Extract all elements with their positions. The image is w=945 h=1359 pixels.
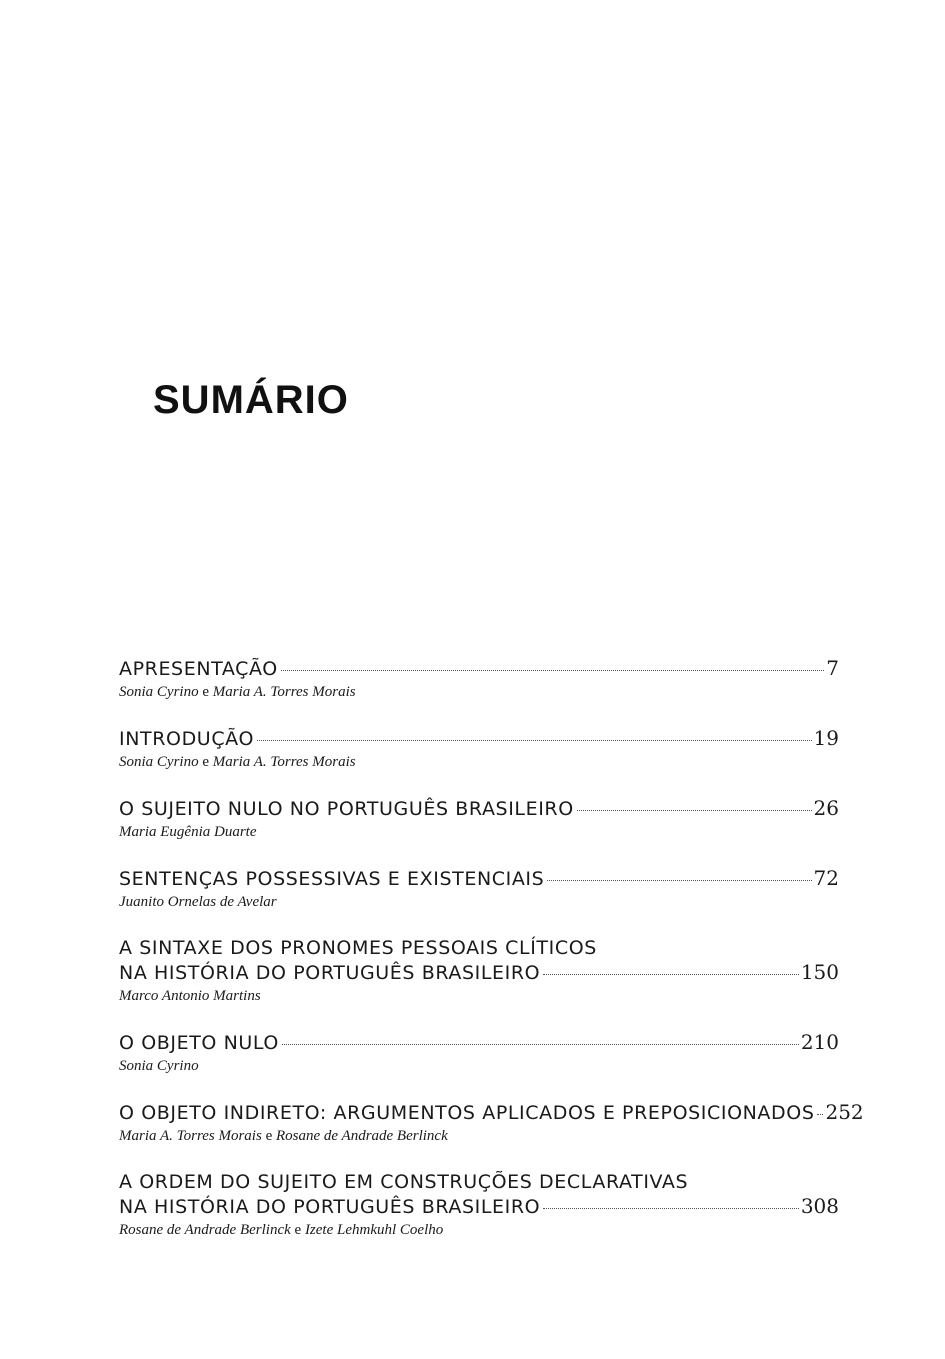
author-name: Sonia Cyrino xyxy=(119,754,199,770)
toc-title-line xyxy=(119,866,839,891)
toc-entry-title: A ORDEM DO SUJEITO EM CONSTRUÇÕES DECLARATIVAS xyxy=(119,1171,689,1193)
toc-entry-title: O OBJETO NULO xyxy=(119,1032,279,1054)
toc-title-line xyxy=(119,1194,839,1219)
toc-authors xyxy=(119,891,839,913)
toc-entry xyxy=(119,936,839,1007)
dot-leader xyxy=(281,670,824,671)
toc-page-number: 252 xyxy=(825,1100,864,1124)
author-name: Maria Eugênia Duarte xyxy=(119,824,257,840)
dot-leader xyxy=(543,974,799,975)
toc-authors xyxy=(119,681,839,703)
author-conjunction: e xyxy=(202,754,210,770)
toc-entry-title: NA HISTÓRIA DO PORTUGUÊS BRASILEIRO xyxy=(119,962,541,984)
toc-entry-title: SENTENÇAS POSSESSIVAS E EXISTENCIAIS xyxy=(119,868,545,890)
toc-title-line xyxy=(119,1100,864,1125)
author-name: Izete Lehmkuhl Coelho xyxy=(304,1222,444,1238)
dot-leader xyxy=(817,1114,823,1115)
dot-leader xyxy=(547,880,811,881)
table-of-contents xyxy=(119,656,864,1264)
toc-authors xyxy=(119,1055,839,1077)
toc-authors xyxy=(119,1219,839,1241)
toc-page-number: 150 xyxy=(800,960,839,984)
toc-authors xyxy=(119,1125,839,1147)
toc-title-line xyxy=(119,656,839,681)
author-conjunction: e xyxy=(202,684,210,700)
toc-entry xyxy=(119,1030,839,1077)
toc-entry xyxy=(119,866,839,913)
toc-entry xyxy=(119,656,839,703)
dot-leader xyxy=(257,740,812,741)
author-name: Maria A. Torres Morais xyxy=(212,684,356,700)
toc-entry-title: O OBJETO INDIRETO: ARGUMENTOS APLICADOS E PREPOSICIONADOS xyxy=(119,1102,815,1124)
toc-entry-title: A SINTAXE DOS PRONOMES PESSOAIS CLÍTICOS xyxy=(119,937,597,959)
toc-title-line xyxy=(119,1170,839,1194)
toc-entry-title: APRESENTAÇÃO xyxy=(119,658,278,680)
dot-leader xyxy=(282,1044,799,1045)
toc-entry xyxy=(119,726,839,773)
toc-entry-title: NA HISTÓRIA DO PORTUGUÊS BRASILEIRO xyxy=(119,1196,541,1218)
author-conjunction: e xyxy=(265,1128,273,1144)
author-name: Juanito Ornelas de Avelar xyxy=(119,894,277,910)
toc-entry xyxy=(119,1170,839,1241)
toc-authors xyxy=(119,821,839,843)
author-name: Rosane de Andrade Berlinck xyxy=(275,1128,448,1144)
toc-page-number: 72 xyxy=(813,866,839,890)
toc-entry xyxy=(119,796,839,843)
toc-title-line xyxy=(119,1030,839,1055)
toc-page-number: 308 xyxy=(800,1194,839,1218)
toc-entry-title: INTRODUÇÃO xyxy=(119,728,255,750)
page-title: SUMÁRIO xyxy=(153,378,349,422)
toc-authors xyxy=(119,985,839,1007)
toc-title-line xyxy=(119,960,839,985)
toc-entry xyxy=(119,1100,864,1147)
author-name: Sonia Cyrino xyxy=(119,1058,199,1074)
toc-authors xyxy=(119,751,839,773)
author-conjunction: e xyxy=(294,1222,302,1238)
toc-page-number: 7 xyxy=(826,656,839,680)
toc-page-number: 210 xyxy=(800,1030,839,1054)
author-name: Maria A. Torres Morais xyxy=(212,754,356,770)
dot-leader xyxy=(577,810,812,811)
dot-leader xyxy=(543,1208,799,1209)
toc-title-line xyxy=(119,726,839,751)
author-name: Rosane de Andrade Berlinck xyxy=(119,1222,291,1238)
author-name: Maria A. Torres Morais xyxy=(119,1128,262,1144)
toc-page-number: 26 xyxy=(813,796,839,820)
toc-page-number: 19 xyxy=(813,726,839,750)
author-name: Sonia Cyrino xyxy=(119,684,199,700)
toc-entry-title: O SUJEITO NULO NO PORTUGUÊS BRASILEIRO xyxy=(119,798,574,820)
author-name: Marco Antonio Martins xyxy=(119,988,261,1004)
toc-title-line xyxy=(119,796,839,821)
toc-title-line xyxy=(119,936,839,960)
